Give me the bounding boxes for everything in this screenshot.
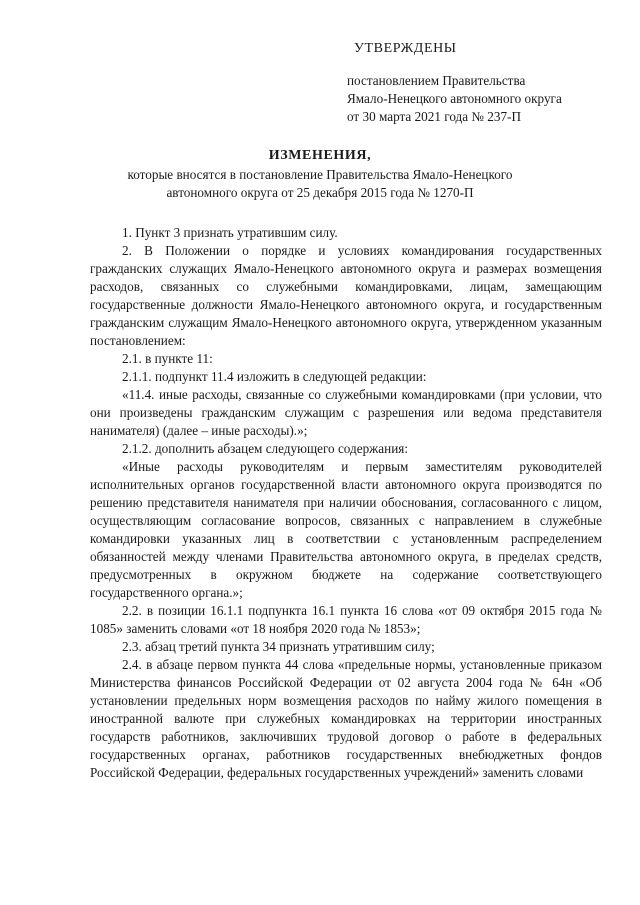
approval-heading: УТВЕРЖДЕНЫ <box>354 41 457 56</box>
paragraph-2-3: 2.3. абзац третий пункта 34 признать утратившим силу; <box>122 639 435 654</box>
document-title: ИЗМЕНЕНИЯ, <box>268 148 372 163</box>
paragraph-quote-11-4: «11.4. иные расходы, связанные со служебными командировками (при условии, что они произведены гражданским служащим с разрешения или ведома представителя нанимателя) (далее – иные расходы).»; <box>90 387 602 438</box>
approval-line-2: Ямало-Ненецкого автономного округа <box>347 91 562 106</box>
document-body <box>90 224 602 782</box>
approval-block <box>347 40 562 126</box>
approval-line-3: от 30 марта 2021 года № 237-П <box>347 109 521 124</box>
paragraph-2-4: 2.4. в абзаце первом пункта 44 слова «предельные нормы, установленные приказом Министерства финансов Российской Федерации от 02 августа 2004 года № 64н «Об установлении предельных норм возмещения расходов по найму жилого помещения в иностранной валюте при служебных командировках на территории иностранных государств работников, заключивших трудовой договор о работе в федеральных государственных органах, работников государственных внебюджетных фондов Российской Федерации, федеральных государственных учреждений» заменить словами <box>90 657 602 780</box>
paragraph-2-1: 2.1. в пункте 11: <box>122 351 213 366</box>
document-subtitle-line-2: автономного округа от 25 декабря 2015 года № 1270-П <box>166 185 474 200</box>
paragraph-2-1-1: 2.1.1. подпункт 11.4 изложить в следующей редакции: <box>122 369 427 384</box>
paragraph-2-2: 2.2. в позиции 16.1.1 подпункта 16.1 пункта 16 слова «от 09 октября 2015 года № 1085» заменить словами «от 18 ноября 2020 года № 1853»; <box>90 603 602 636</box>
paragraph-2: 2. В Положении о порядке и условиях командирования государственных гражданских служащих Ямало-Ненецкого автономного округа и размерах возмещения расходов, связанных со служебными командировками, лицам, замещающим государственные должности Ямало-Ненецкого автономного округа, и государственным гражданским служащим Ямало-Ненецкого автономного округа, утвержденном указанным постановлением: <box>90 243 602 348</box>
document-title-block <box>100 147 540 202</box>
paragraph-quote-other-expenses: «Иные расходы руководителям и первым заместителям руководителей исполнительных органов государственной власти автономного округа производятся по решению представителя нанимателя при наличии обоснования, согласованного с лицом, осуществляющим согласование вопросов, связанных с направлением в служебные командировки указанных лиц в соответствии с установленным распределением обязанностей между членами Правительства автономного округа, в пределах средств, предусмотренных в окружном бюджете на содержание соответствующего государственного органа.»; <box>90 459 602 600</box>
document-subtitle-line-1: которые вносятся в постановление Правительства Ямало-Ненецкого <box>127 167 513 182</box>
paragraph-2-1-2: 2.1.2. дополнить абзацем следующего содержания: <box>122 441 408 456</box>
paragraph-1: 1. Пункт 3 признать утратившим силу. <box>122 225 338 240</box>
approval-line-1: постановлением Правительства <box>347 73 526 88</box>
